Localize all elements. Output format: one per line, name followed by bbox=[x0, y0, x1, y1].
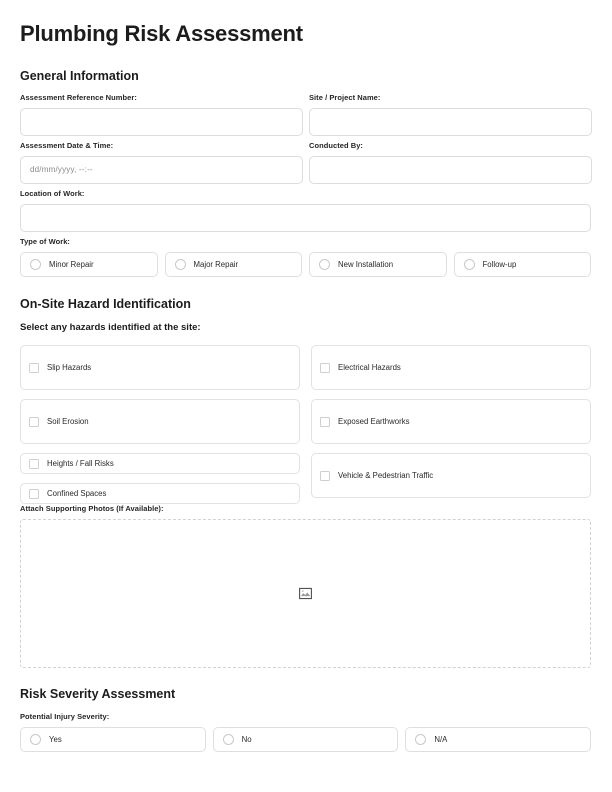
site-project-name-input[interactable] bbox=[309, 108, 592, 136]
radio-icon[interactable] bbox=[223, 734, 234, 745]
checkbox-icon[interactable] bbox=[320, 471, 330, 481]
checkbox-icon[interactable] bbox=[29, 363, 39, 373]
hazard-label: Electrical Hazards bbox=[338, 362, 401, 372]
section-heading-general bbox=[20, 69, 139, 84]
type-of-work-option-minor-repair[interactable] bbox=[20, 252, 158, 277]
option-label: Yes bbox=[49, 734, 62, 744]
field-group-type-of-work bbox=[20, 237, 591, 277]
hazard-identification-heading: On-Site Hazard Identification bbox=[20, 297, 191, 311]
attach-photos-label: Attach Supporting Photos (If Available): bbox=[20, 504, 164, 513]
radio-icon[interactable] bbox=[175, 259, 186, 270]
radio-icon[interactable] bbox=[415, 734, 426, 745]
radio-icon[interactable] bbox=[464, 259, 475, 270]
site-project-name-label: Site / Project Name: bbox=[309, 93, 381, 102]
type-of-work-option-new-installation[interactable] bbox=[309, 252, 447, 277]
hazard-checkbox-soil-erosion[interactable] bbox=[20, 399, 300, 444]
field-group-reference-number bbox=[20, 93, 303, 136]
assessment-datetime-input[interactable] bbox=[20, 156, 303, 184]
assessment-datetime-placeholder: dd/mm/yyyy, --:-- bbox=[30, 165, 93, 174]
hazard-label: Vehicle & Pedestrian Traffic bbox=[338, 470, 434, 480]
option-label: New Installation bbox=[338, 259, 394, 269]
option-label: N/A bbox=[434, 734, 448, 744]
location-of-work-input[interactable] bbox=[20, 204, 591, 232]
field-group-site-project-name bbox=[309, 93, 592, 136]
hazard-checkbox-confined-spaces[interactable] bbox=[20, 483, 300, 504]
option-label: Major Repair bbox=[193, 259, 239, 269]
checkbox-icon[interactable] bbox=[320, 417, 330, 427]
attachments-label-wrap bbox=[20, 504, 164, 513]
type-of-work-options bbox=[20, 252, 591, 277]
hazard-checkbox-heights-fall-risks[interactable] bbox=[20, 453, 300, 474]
hazard-checkbox-vehicle-pedestrian-traffic[interactable] bbox=[311, 453, 591, 498]
option-label: Follow-up bbox=[482, 259, 517, 269]
hazard-label: Heights / Fall Risks bbox=[47, 458, 114, 468]
radio-icon[interactable] bbox=[30, 259, 41, 270]
checkbox-icon[interactable] bbox=[29, 417, 39, 427]
conducted-by-input[interactable] bbox=[309, 156, 592, 184]
field-group-potential-injury-severity bbox=[20, 712, 591, 752]
risk-severity-heading: Risk Severity Assessment bbox=[20, 687, 176, 701]
field-group-conducted-by bbox=[309, 141, 592, 184]
hazard-checkbox-electrical-hazards[interactable] bbox=[311, 345, 591, 390]
potential-injury-option-no[interactable] bbox=[213, 727, 399, 752]
field-group-location-of-work bbox=[20, 189, 591, 232]
type-of-work-label: Type of Work: bbox=[20, 237, 70, 246]
general-row-2 bbox=[20, 141, 591, 184]
hazard-label: Confined Spaces bbox=[47, 488, 107, 498]
reference-number-input[interactable] bbox=[20, 108, 303, 136]
checkbox-icon[interactable] bbox=[29, 459, 39, 469]
radio-icon[interactable] bbox=[30, 734, 41, 745]
radio-icon[interactable] bbox=[319, 259, 330, 270]
page-title: Plumbing Risk Assessment bbox=[20, 21, 303, 46]
potential-injury-option-yes[interactable] bbox=[20, 727, 206, 752]
hazard-label: Slip Hazards bbox=[47, 362, 92, 372]
field-group-assessment-datetime bbox=[20, 141, 303, 184]
section-heading-risk-severity bbox=[20, 687, 175, 702]
section-heading-hazards bbox=[20, 297, 191, 312]
potential-injury-option-na[interactable] bbox=[405, 727, 591, 752]
checkbox-icon[interactable] bbox=[29, 489, 39, 499]
general-information-heading: General Information bbox=[20, 69, 139, 83]
conducted-by-label: Conducted By: bbox=[309, 141, 363, 150]
option-label: No bbox=[241, 734, 252, 744]
hazard-label: Soil Erosion bbox=[47, 416, 89, 426]
hazard-label: Exposed Earthworks bbox=[338, 416, 410, 426]
hazard-prompt-label: Select any hazards identified at the site: bbox=[20, 322, 201, 333]
hazard-checkbox-exposed-earthworks[interactable] bbox=[311, 399, 591, 444]
type-of-work-option-follow-up[interactable] bbox=[454, 252, 592, 277]
reference-number-label: Assessment Reference Number: bbox=[20, 93, 137, 102]
potential-injury-severity-label: Potential Injury Severity: bbox=[20, 712, 110, 721]
checkbox-icon[interactable] bbox=[320, 363, 330, 373]
type-of-work-option-major-repair[interactable] bbox=[165, 252, 303, 277]
photo-upload-dropzone[interactable] bbox=[20, 519, 591, 668]
hazard-prompt bbox=[20, 322, 201, 333]
location-of-work-label: Location of Work: bbox=[20, 189, 85, 198]
potential-injury-severity-options bbox=[20, 727, 591, 752]
general-row-1 bbox=[20, 93, 591, 136]
hazard-checkbox-slip-hazards[interactable] bbox=[20, 345, 300, 390]
option-label: Minor Repair bbox=[49, 259, 94, 269]
broken-image-icon bbox=[299, 587, 312, 600]
assessment-datetime-label: Assessment Date & Time: bbox=[20, 141, 114, 150]
